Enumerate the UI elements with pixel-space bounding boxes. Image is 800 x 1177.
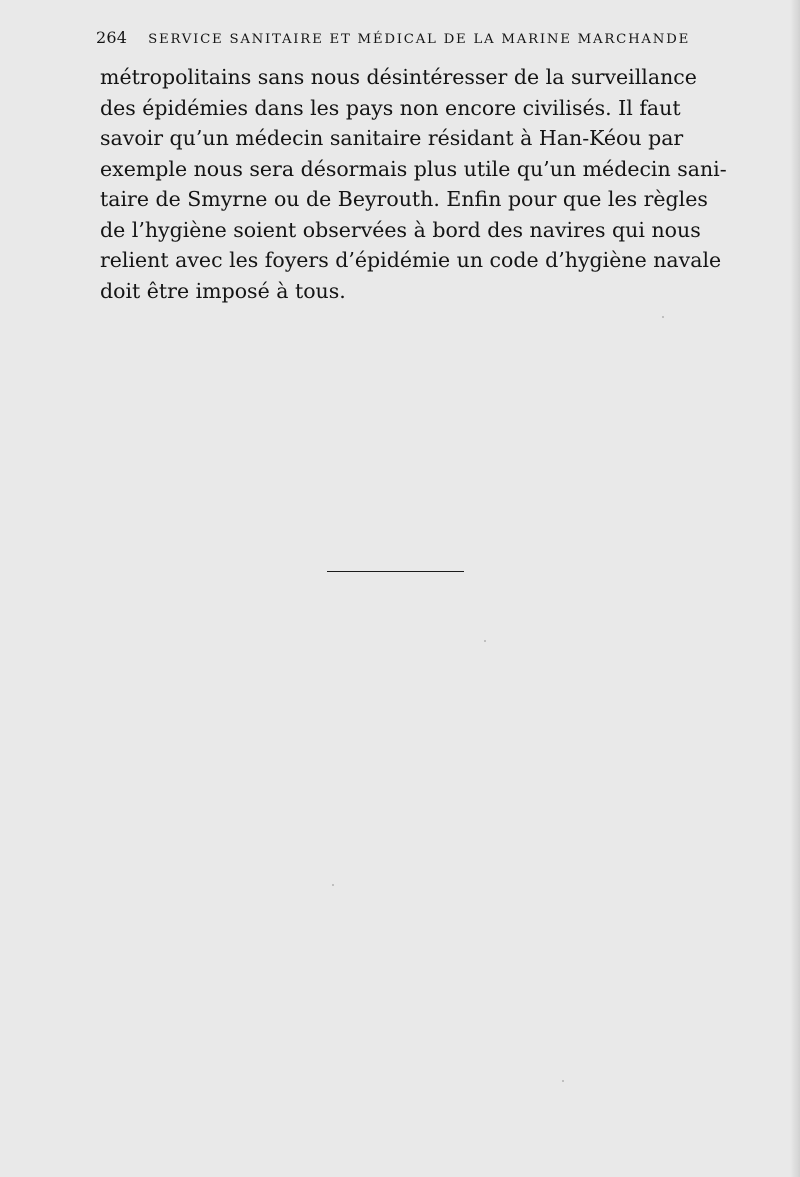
page-number: 264: [96, 28, 128, 47]
text-line: de l’hygiène soient observées à bord des navires qui nous: [100, 217, 701, 242]
paper-speck: [484, 640, 486, 642]
text-line: métropolitains sans nous désintéresser de la surveillance: [100, 65, 697, 89]
section-end-rule: [327, 571, 464, 572]
text-line: exemple nous sera désormais plus utile qu’un médecin sani-: [100, 156, 727, 181]
body-paragraph: [100, 62, 727, 306]
text-line: des épidémies dans les pays non encore civilisés. Il faut: [100, 95, 681, 120]
running-head: [96, 28, 691, 52]
text-line-last: doit être imposé à tous.: [100, 278, 346, 303]
page-edge-shadow: [790, 0, 800, 1177]
text-line: savoir qu’un médecin sanitaire résidant à Han-Kéou par: [100, 126, 684, 150]
paper-speck: [562, 1080, 564, 1082]
text-line: taire de Smyrne ou de Beyrouth. Enfin pour que les règles: [100, 187, 708, 211]
paper-speck: [662, 316, 664, 318]
running-title: SERVICE SANITAIRE ET MÉDICAL DE LA MARINE MARCHANDE: [148, 32, 691, 47]
paper-speck: [332, 884, 334, 886]
text-line: relient avec les foyers d’épidémie un code d’hygiène navale: [100, 248, 722, 272]
